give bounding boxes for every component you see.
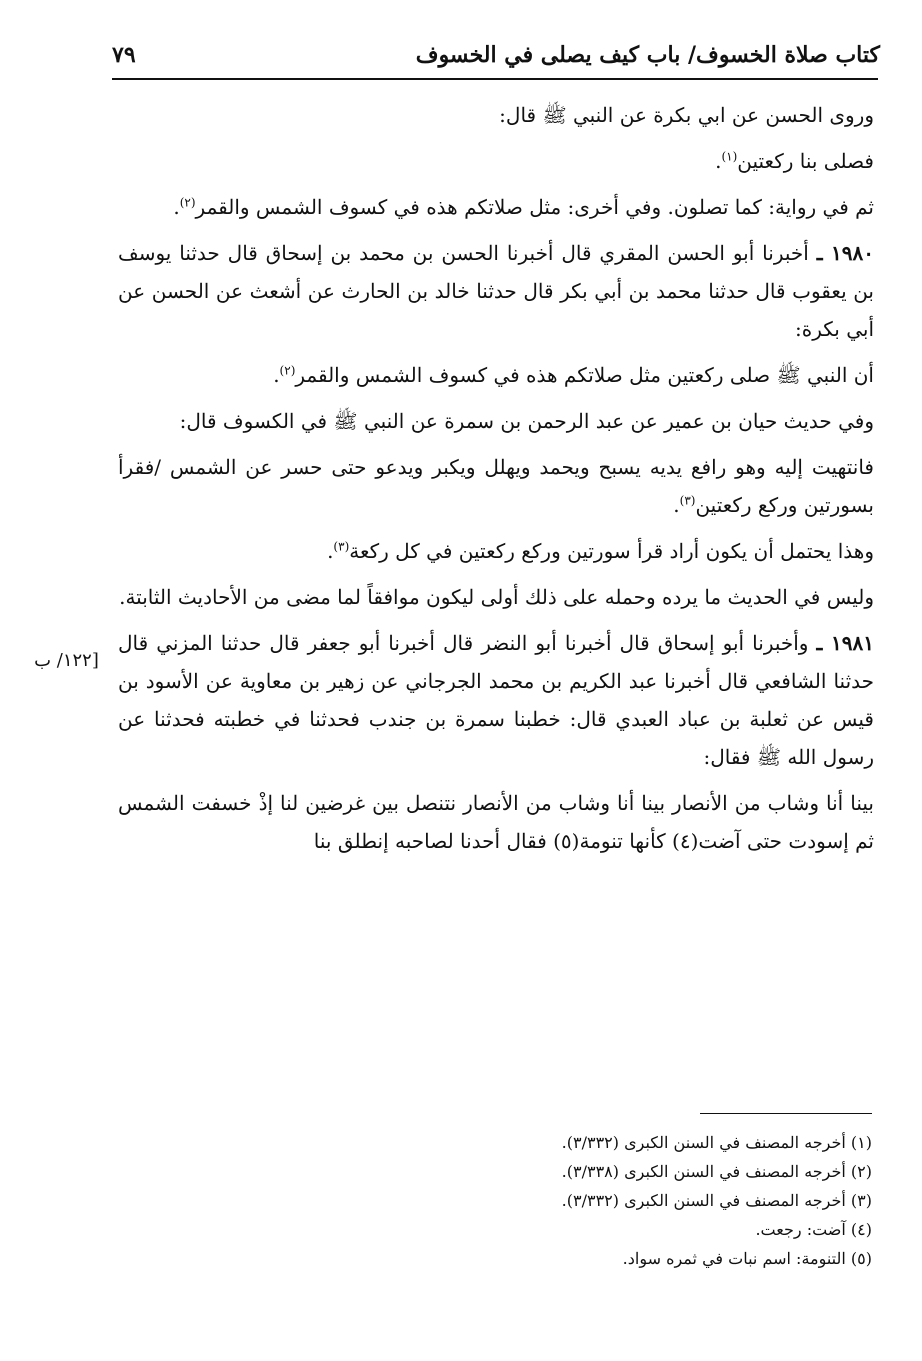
paragraph: فانتهيت إليه وهو رافع يديه يسبح ويحمد ويهلل ويكبر ويدعو حتى حسر عن الشمس /فقرأ بسورتين وركع ركعتين$^{(٣)}$. — [118, 455, 874, 517]
paragraph: وروى الحسن عن ابي بكرة عن النبي ﷺ قال: — [499, 103, 874, 127]
main-text — [118, 96, 874, 868]
header-title: كتاب صلاة الخسوف/ باب كيف يصلى في الخسوف — [415, 42, 880, 68]
paragraph: فصلى بنا ركعتين$^{(١)}$. — [715, 149, 874, 173]
hadith-number: ١٩٨٠ ـ — [816, 241, 874, 265]
footnote: (٥) التنومة: اسم نبات في ثمره سواد. — [622, 1249, 872, 1268]
footnote-ref: (٣) — [679, 493, 696, 508]
paragraph: وليس في الحديث ما يرده وحمله على ذلك أولى ليكون موافقاً لما مضى من الأحاديث الثابتة. — [119, 585, 874, 609]
footnote: (٤) آضت: رجعت. — [755, 1220, 872, 1239]
manuscript-folio-note: [١٢٢/ ب — [34, 650, 99, 671]
footnotes — [440, 1128, 872, 1273]
footnote: (١) أخرجه المصنف في السنن الكبرى (٣/٣٣٢). — [561, 1133, 872, 1152]
paragraph: وهذا يحتمل أن يكون أراد قرأ سورتين وركع ركعتين في كل ركعة$^{(٣)}$. — [327, 539, 874, 563]
page-number: ٧٩ — [112, 42, 136, 68]
footnote-ref: (١) — [721, 149, 738, 164]
hadith-paragraph: ١٩٨١ ـ وأخبرنا أبو إسحاق قال أخبرنا أبو النضر قال أخبرنا أبو جعفر قال حدثنا المزني قال حدثنا الشافعي قال أخبرنا عبد الكريم بن محمد الجرجاني عن زهير بن معاوية عن الأسود بن قيس عن ثعلبة بن عباد العبدي قال: خطبنا سمرة بن جندب فحدثنا في خطبته فحدثنا عن رسول الله ﷺ فقال: — [118, 631, 874, 769]
hadith-paragraph: ١٩٨٠ ـ أخبرنا أبو الحسن المقري قال أخبرنا الحسن بن محمد بن إسحاق قال حدثنا يوسف بن يعقوب قال حدثنا محمد بن أبي بكر قال حدثنا خالد بن الحارث عن أشعث عن الحسن عن أبي بكرة: — [118, 241, 874, 341]
header-rule — [112, 78, 878, 80]
paragraph: ثم في رواية: كما تصلون. وفي أخرى: مثل صلاتكم هذه في كسوف الشمس والقمر$^{(٢)}$. — [173, 195, 874, 219]
footnote: (٣) أخرجه المصنف في السنن الكبرى (٣/٣٣٢). — [561, 1191, 872, 1210]
footnote: (٢) أخرجه المصنف في السنن الكبرى (٣/٣٣٨). — [561, 1162, 872, 1181]
footnote-ref: (٣) — [333, 539, 350, 554]
running-header — [112, 38, 880, 78]
footnote-ref: (٢) — [279, 363, 296, 378]
footnote-ref: (٢) — [179, 195, 196, 210]
hadith-number: ١٩٨١ ـ — [816, 631, 874, 655]
paragraph: بينا أنا وشاب من الأنصار بينا أنا وشاب من الأنصار نتنصل بين غرضين لنا إذْ خسفت الشمس ثم إسودت حتى آضت(٤) كأنها تنومة(٥) فقال أحدنا لصاحبه إنطلق بنا — [118, 791, 874, 853]
paragraph: أن النبي ﷺ صلى ركعتين مثل صلاتكم هذه في كسوف الشمس والقمر$^{(٢)}$. — [273, 363, 874, 387]
footnote-rule — [700, 1113, 872, 1114]
paragraph: وفي حديث حيان بن عمير عن عبد الرحمن بن سمرة عن النبي ﷺ في الكسوف قال: — [179, 409, 874, 433]
